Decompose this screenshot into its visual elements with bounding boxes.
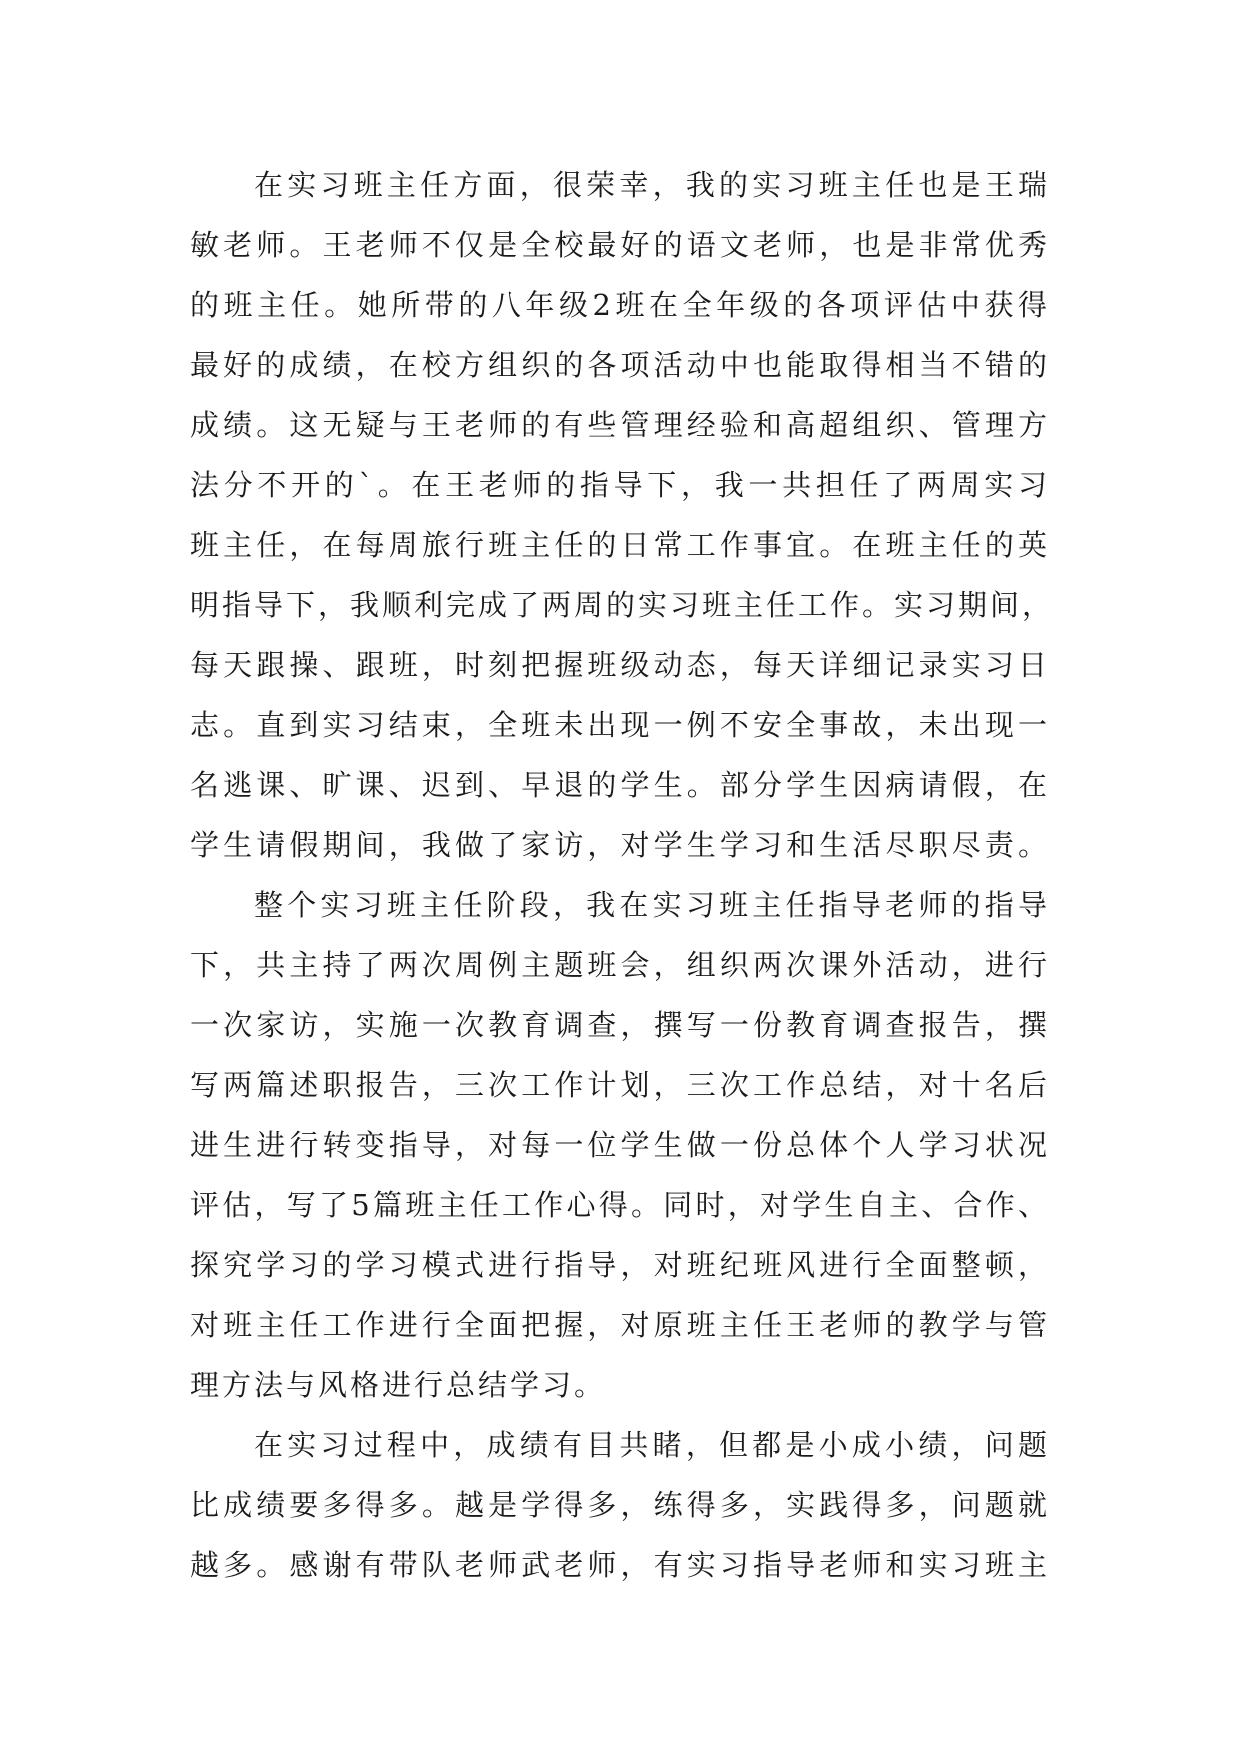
paragraph-line: 写两篇述职报告，三次工作计划，三次工作总结，对十名后	[190, 1068, 1050, 1102]
document-body	[190, 155, 1055, 1595]
paragraph-line: 下，共主持了两次周例主题班会，组织两次课外活动，进行	[190, 948, 1050, 982]
paragraph-line: 最好的成绩，在校方组织的各项活动中也能取得相当不错的	[190, 348, 1050, 382]
paragraph-line: 每天跟操、跟班，时刻把握班级动态，每天详细记录实习日	[190, 648, 1050, 682]
paragraph-line: 理方法与风格进行总结学习。	[190, 1368, 607, 1402]
paragraph-1	[190, 155, 1055, 875]
paragraph-line: 在实习班主任方面，很荣幸，我的实习班主任也是王瑞	[254, 168, 1050, 202]
paragraph-line: 成绩。这无疑与王老师的有些管理经验和高超组织、管理方	[190, 408, 1050, 442]
paragraph-line: 明指导下，我顺利完成了两周的实习班主任工作。实习期间，	[190, 588, 1055, 622]
paragraph-line: 的班主任。她所带的八年级2班在全年级的各项评估中获得	[190, 288, 1050, 322]
paragraph-line: 一次家访，实施一次教育调查，撰写一份教育调查报告，撰	[190, 1008, 1050, 1042]
paragraph-line: 越多。感谢有带队老师武老师，有实习指导老师和实习班主	[190, 1548, 1050, 1582]
paragraph-line: 评估，写了5篇班主任工作心得。同时，对学生自主、合作、	[190, 1188, 1050, 1222]
paragraph-line: 敏老师。王老师不仅是全校最好的语文老师，也是非常优秀	[190, 228, 1050, 262]
paragraph-2	[190, 875, 1050, 1415]
paragraph-line: 整个实习班主任阶段，我在实习班主任指导老师的指导	[254, 888, 1050, 922]
paragraph-line: 比成绩要多得多。越是学得多，练得多，实践得多，问题就	[190, 1488, 1050, 1522]
paragraph-line: 对班主任工作进行全面把握，对原班主任王老师的教学与管	[190, 1308, 1050, 1342]
paragraph-line: 探究学习的学习模式进行指导，对班纪班风进行全面整顿，	[190, 1248, 1050, 1282]
paragraph-line: 志。直到实习结束，全班未出现一例不安全事故，未出现一	[190, 708, 1050, 742]
paragraph-line: 班主任，在每周旅行班主任的日常工作事宜。在班主任的英	[190, 528, 1050, 562]
paragraph-line: 在实习过程中，成绩有目共睹，但都是小成小绩，问题	[254, 1428, 1050, 1462]
paragraph-line: 学生请假期间，我做了家访，对学生学习和生活尽职尽责。	[190, 828, 1050, 862]
paragraph-line: 名逃课、旷课、迟到、早退的学生。部分学生因病请假，在	[190, 768, 1050, 802]
paragraph-line: 进生进行转变指导，对每一位学生做一份总体个人学习状况	[190, 1128, 1050, 1162]
paragraph-3	[190, 1415, 1050, 1595]
paragraph-line: 法分不开的`。在王老师的指导下，我一共担任了两周实习	[190, 468, 1050, 502]
